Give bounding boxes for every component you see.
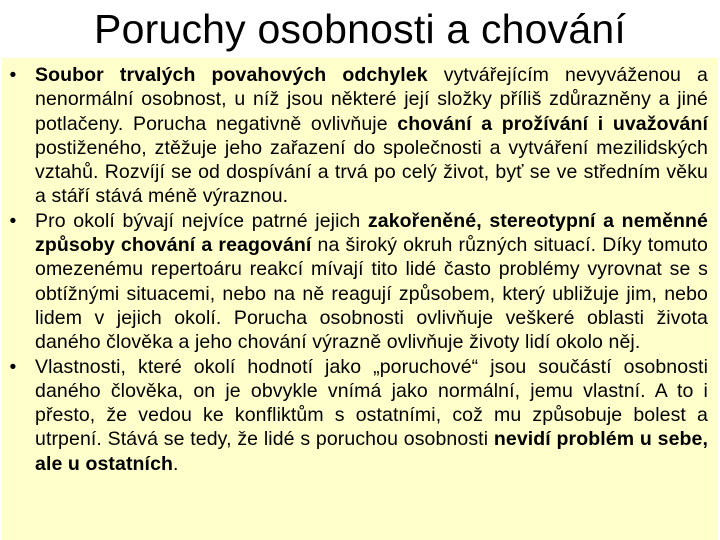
bullet-2-text-1: Pro okolí bývají nejvíce patrné jejich (35, 209, 368, 232)
bullet-dot-icon: • (9, 64, 17, 86)
bullet-list (0, 63, 708, 476)
bullet-3-text-1: Vlastnosti, které okolí hodnotí jako „poruchové“ jsou součástí osobnosti daného člověka, on je obvykle vnímá jako normální, jemu vlastní. A to i přesto, že vedou ke konfliktům s ostatními, což mu způsobuje bolest a utrpení. Stává se tedy, že lidé s poruchou osobnosti (35, 355, 708, 451)
bullet-dot-icon: • (9, 355, 17, 378)
title-band (0, 0, 720, 58)
bullet-item-3 (0, 355, 708, 476)
slide-title: Poruchy osobnosti a chování (94, 6, 626, 52)
bullet-3-text-2: nevidí problém u sebe, ale u ostatních (35, 428, 708, 475)
bullet-item-2 (0, 209, 708, 355)
bullet-1-text-4: postiženého, ztěžuje jeho zařazení do společnosti a vytváření mezilidských vztahů. Rozvíjí se od dospívání a trvá po celý život, byť se ve středním věku a stáří stává méně výraznou. (35, 136, 708, 208)
bullet-3-text-3: . (173, 452, 179, 475)
bullet-1-text-1: Soubor trvalých povahových odchylek (35, 64, 428, 86)
bullet-item-1 (0, 63, 708, 209)
bullet-1-text-3: chování a prožívání i uvažování (397, 112, 708, 135)
bullet-dot-icon: • (9, 209, 17, 232)
bullet-1-text-2: vytvářejícím nevyváženou a nenormální osobnost, u níž jsou některé její složky příliš zdůrazněny a jiné potlačeny. Porucha negativně ovlivňuje (35, 64, 708, 135)
bullet-2-text-2: zakořeněné, stereotypní a neměnné způsoby chování a reagování (35, 209, 708, 257)
bullet-2-text-3: na široký okruh různých situací. Díky tomuto omezenému repertoáru reakcí mívají tito lidé často problémy vyrovnat se s obtížnými situacemi, nebo na ně reagují způsobem, který ubližuje jim, nebo lidem v jejich okolí. Porucha osobnosti ovlivňuje veškeré oblasti života daného člověka a jeho chování výrazně ovlivňuje životy lidí okolo něj. (35, 234, 708, 354)
